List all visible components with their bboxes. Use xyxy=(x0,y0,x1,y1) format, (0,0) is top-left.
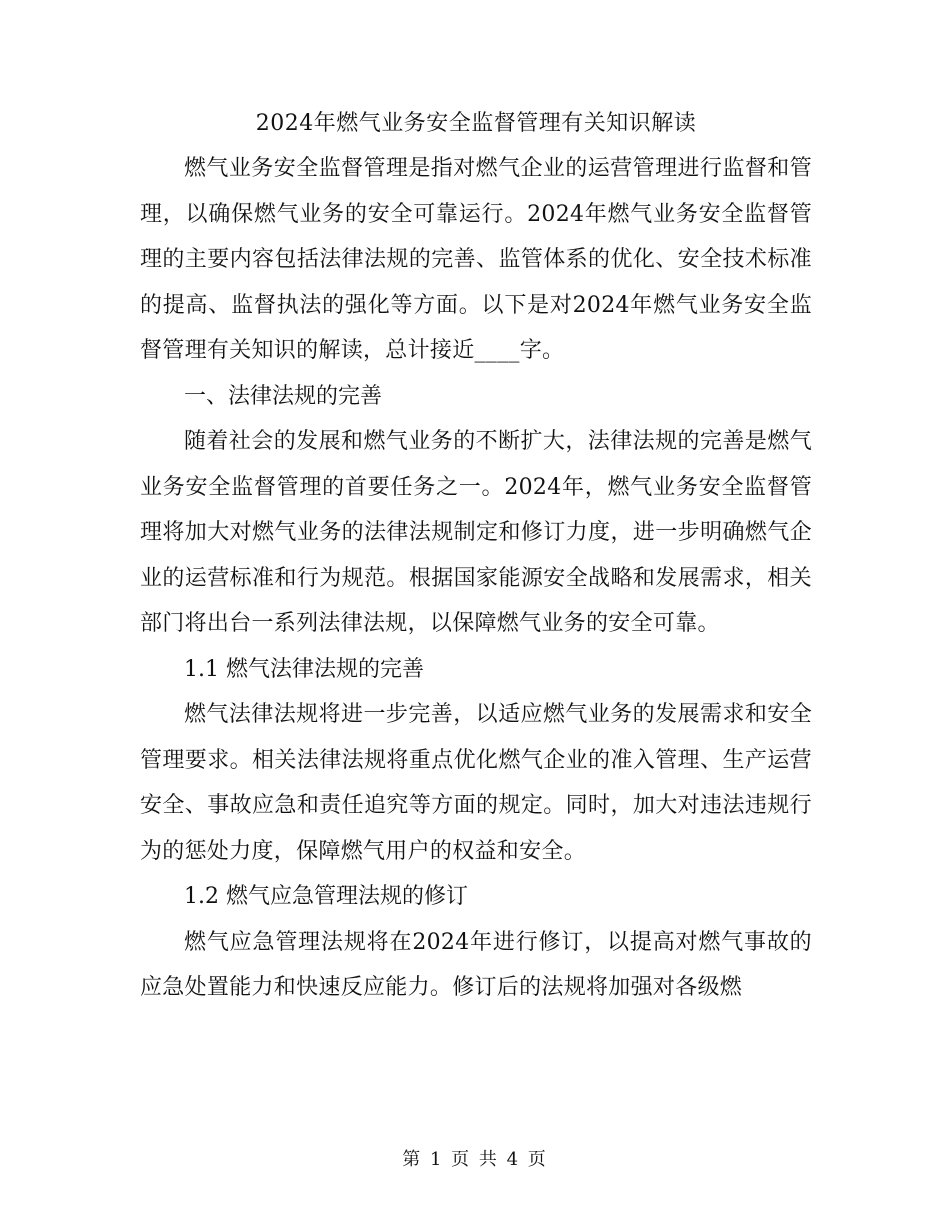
document-body xyxy=(140,102,812,1011)
subsection-1-2-paragraph: 燃气应急管理法规将在2024年进行修订，以提高对燃气事故的应急处置能力和快速反应能力。修订后的法规将加强对各级燃 xyxy=(140,929,812,1000)
subsection-1-2-heading: 1.2 燃气应急管理法规的修订 xyxy=(184,884,468,909)
intro-paragraph: 燃气业务安全监督管理是指对燃气企业的运营管理进行监督和管理，以确保燃气业务的安全可靠运行。2024年燃气业务安全监督管理的主要内容包括法律法规的完善、监管体系的优化、安全技术标准的提高、监督执法的强化等方面。以下是对2024年燃气业务安全监督管理有关知识的解读，总计接近____字。 xyxy=(140,156,812,363)
document-title: 2024年燃气业务安全监督管理有关知识解读 xyxy=(255,111,697,136)
page-number-footer: 第 1 页 共 4 页 xyxy=(402,1149,548,1170)
section-1-paragraph: 随着社会的发展和燃气业务的不断扩大，法律法规的完善是燃气业务安全监督管理的首要任务之一。2024年，燃气业务安全监督管理将加大对燃气业务的法律法规制定和修订力度，进一步明确燃气企业的运营标准和行为规范。根据国家能源安全战略和发展需求，相关部门将出台一系列法律法规，以保障燃气业务的安全可靠。 xyxy=(140,429,812,636)
section-1-heading: 一、法律法规的完善 xyxy=(184,383,383,409)
subsection-1-1-paragraph: 燃气法律法规将进一步完善，以适应燃气业务的发展需求和安全管理要求。相关法律法规将重点优化燃气企业的准入管理、生产运营安全、事故应急和责任追究等方面的规定。同时，加大对违法违规行为的惩处力度，保障燃气用户的权益和安全。 xyxy=(140,702,812,864)
subsection-1-1-heading: 1.1 燃气法律法规的完善 xyxy=(184,656,424,682)
